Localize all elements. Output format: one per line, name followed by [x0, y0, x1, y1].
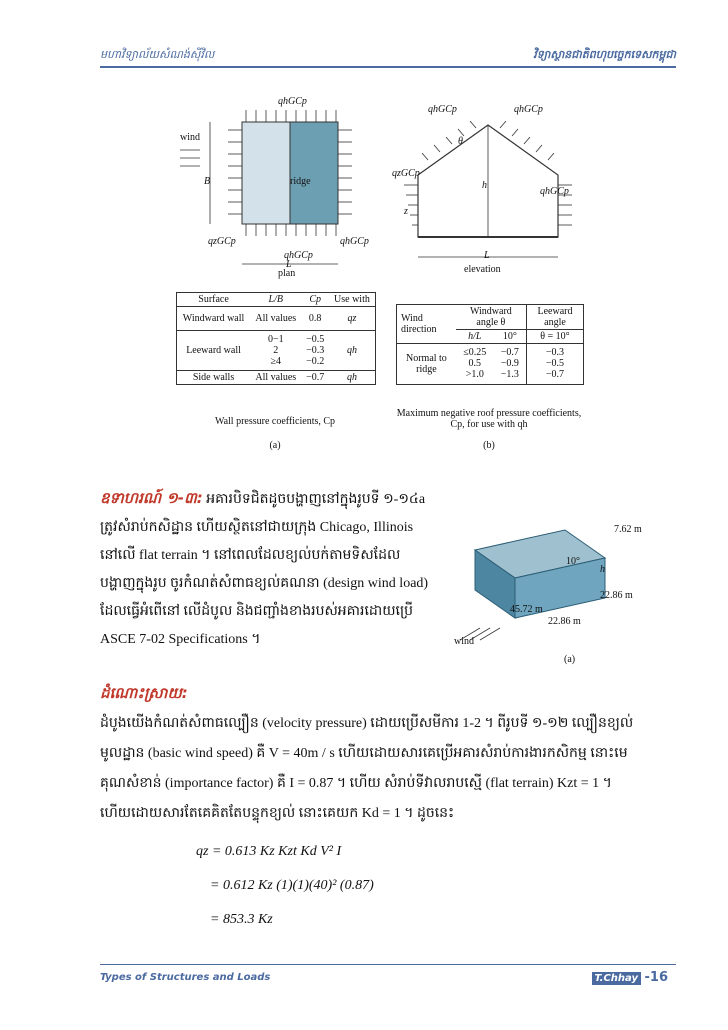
example-title: ឧទាហរណ៍ ១-៣:: [100, 489, 203, 507]
example-block: [100, 484, 440, 654]
footer-author: T.Chhay: [592, 972, 641, 985]
table-a-label: (a): [269, 440, 281, 451]
header-left: មហាវិទ្យាល័យសំណង់ស៊ីវិល: [100, 48, 215, 61]
table-b-h2: Leeward angle: [526, 305, 583, 330]
fig-b-z: z: [404, 206, 408, 217]
fig-a-plan-label: plan: [278, 268, 296, 279]
table-a-cell: Windward wall: [182, 313, 245, 324]
solution-paragraph: ដំបូងយើងកំណត់សំពាធល្បឿន (velocity pressure) ដោយប្រើសមីការ 1-2 ។ ពីរូបទី ១-១២ ល្បឿនខ្យល់: [100, 716, 634, 731]
fig-a-l: L: [286, 259, 292, 270]
figure-a-plan: [170, 90, 390, 275]
fig-b-l: L: [484, 250, 490, 261]
table-a-header: Cp: [309, 294, 321, 305]
table-a-cell: qh: [346, 345, 357, 356]
example-line: ដែលធ្វើអំពើនៅ លើដំបូល និងជញ្ជាំងខាងរបស់អគារដោយប្រើ: [100, 604, 414, 619]
table-a-cell: qh: [346, 372, 357, 383]
table-b-col1: ≤0.25 0.5 >1.0: [463, 347, 487, 381]
table-a-caption: Wall pressure coefficients, Cp: [214, 416, 336, 427]
table-a-header: Use with: [334, 294, 370, 305]
fig-a-bottom-right: qhGCp: [340, 236, 369, 247]
table-a-cell: −0.7: [306, 372, 325, 383]
footer-rule: [100, 964, 676, 965]
fig-b-theta: θ: [458, 136, 463, 147]
building-label: (a): [564, 654, 576, 665]
footer-right: [592, 970, 668, 985]
solution-paragraph: គុណសំខាន់ (importance factor) គឺ I = 0.87 ។ ហើយ សំរាប់ទីវាលរាបស្មើ (flat terrain) Kzt = 1 ។: [100, 776, 612, 791]
fig-a-ridge: ridge: [290, 176, 311, 187]
fig-b-roof-right: qhGCp: [514, 104, 543, 115]
table-b-h1: Windward angle θ: [469, 306, 512, 328]
table-b-normal: Normal to ridge: [405, 352, 447, 375]
building-d3: 45.72 m: [510, 604, 543, 615]
building-figure: [455, 510, 635, 650]
table-a-cell: −0.5 −0.3 −0.2: [306, 334, 325, 367]
example-line: បង្ហាញក្នុងរូប ចូរកំណត់សំពាធខ្យល់គណនា (design wind load): [100, 576, 429, 591]
table-b-label: (b): [483, 440, 495, 451]
table-a-header: L/B: [268, 294, 283, 305]
table-b-theta-eq: θ = 10°: [526, 330, 583, 344]
fig-a-top-label: qhGCp: [278, 96, 307, 107]
equation-line: qz = 0.613 Kz Kzt Kd V² I: [196, 844, 342, 859]
table-a-cell: All values: [255, 313, 297, 324]
fig-b-right-wall: qhGCp: [540, 186, 569, 197]
table-a-header: Surface: [198, 294, 229, 305]
building-d2: 22.86 m: [600, 590, 633, 601]
equation-line: = 853.3 Kz: [210, 912, 273, 927]
footer-left: Types of Structures and Loads: [100, 972, 271, 983]
table-a-cell: 0.8: [308, 313, 322, 324]
solution-paragraph: មូលដ្ឋាន (basic wind speed) គឺ V = 40m / s ហើយដោយសារគេប្រើអគារសំរាប់ការងារកសិកម្ម នោះមេ: [100, 746, 628, 761]
building-angle: 10°: [566, 556, 580, 567]
fig-a-bottom-mid: qhGCp: [284, 250, 313, 261]
example-line: អគារបិទជិតដូចបង្ហាញនៅក្នុងរូបទី ១-១៤a: [206, 492, 426, 507]
fig-b-h: h: [482, 180, 487, 191]
table-b-h-over-l: h/L: [468, 331, 482, 342]
equation-line: = 0.612 Kz (1)(1)(40)² (0.87): [210, 878, 374, 893]
fig-b-elevation-label: elevation: [464, 264, 501, 275]
fig-a-bottom-left: qzGCp: [208, 236, 236, 247]
table-a: [176, 292, 376, 385]
example-line: ត្រូវសំរាប់កសិដ្ឋាន ហើយស្ថិតនៅជាយក្រុង Chicago, Illinois: [100, 520, 414, 535]
footer-page-number: -16: [644, 970, 668, 985]
table-a-cell: Leeward wall: [186, 345, 241, 356]
fig-a-wind: wind: [180, 132, 200, 143]
example-line: ASCE 7-02 Specifications ។: [100, 632, 261, 647]
building-d1: 7.62 m: [614, 524, 642, 535]
table-a-cell: All values: [255, 372, 297, 383]
fig-b-roof-left: qhGCp: [428, 104, 457, 115]
fig-b-left-wall: qzGCp: [392, 168, 420, 179]
fig-a-b: B: [204, 176, 211, 187]
figure-b-elevation: [400, 95, 585, 275]
table-a-cell: 0−1 2 ≥4: [267, 334, 284, 367]
building-d4: 22.86 m: [548, 616, 581, 627]
building-h: h: [600, 564, 605, 575]
header-rule: [100, 66, 676, 68]
building-wind: wind: [454, 636, 474, 647]
solution-paragraph: ហើយដោយសារតែគេគិតតែបន្ទុកខ្យល់ នោះគេយក Kd = 1 ។ ដូចនេះ: [100, 806, 455, 821]
table-b-caption: Maximum negative roof pressure coefficients, Cp, for use with qh: [396, 408, 582, 430]
table-a-cell: Side walls: [192, 372, 235, 383]
table-b-col2: −0.7 −0.9 −1.3: [500, 347, 519, 381]
table-b: [396, 304, 584, 385]
table-b-wind-dir: Wind direction: [401, 313, 437, 335]
table-b-ten: 10°: [502, 331, 517, 342]
solution-title: ដំណោះស្រាយ:: [100, 684, 188, 702]
table-b-col3: −0.3 −0.5 −0.7: [526, 344, 583, 384]
table-a-cell: qz: [347, 313, 357, 324]
header-right: វិទ្យាស្ថានជាតិពហុបច្ចេកទេសកម្ពុជា: [533, 48, 676, 61]
example-line: នៅលើ flat terrain ។ នៅពេលដែលខ្យល់បក់តាមទិសដែល: [100, 548, 401, 563]
